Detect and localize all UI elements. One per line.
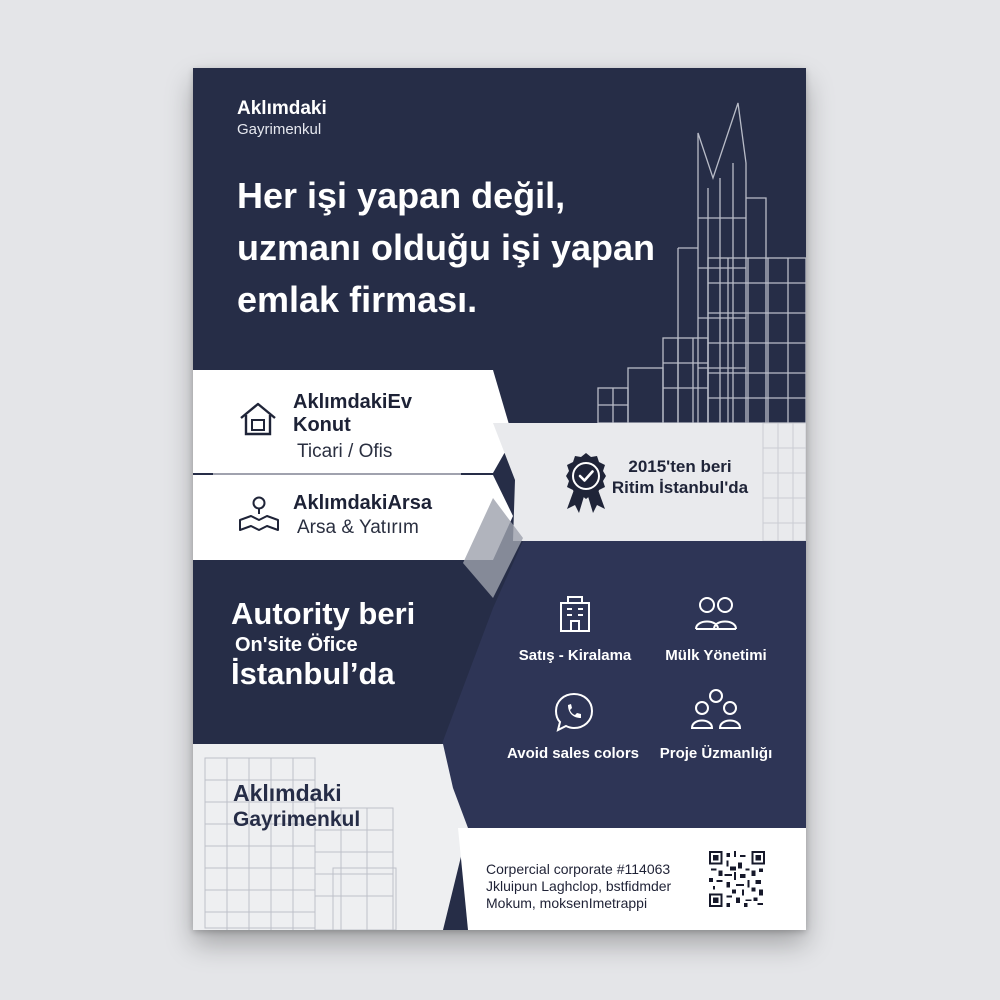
authority-line-3: İstanbul’da — [231, 656, 395, 691]
house-icon — [237, 400, 279, 438]
feature-label-proje: Proje Üzmanlığı — [659, 745, 773, 762]
feature-label-mulk: Mülk Yönetimi — [665, 647, 767, 664]
feature-label-sales: Avoid sales colors — [507, 745, 639, 762]
service-subtitle-arsa: Arsa & Yatırım — [297, 517, 419, 538]
service-subtitle-ticari: Ticari / Ofis — [297, 441, 393, 462]
brand-name: Aklımdaki — [237, 98, 327, 119]
service-title-arsa: AklımdakiArsa — [293, 492, 432, 514]
contact-line-3: Mokum, moksenImetrappi — [486, 895, 648, 911]
award-rosette-icon — [561, 451, 611, 515]
footer-brand-name: Aklımdaki — [233, 780, 342, 806]
people-group-icon — [693, 595, 739, 633]
contact-line-1: Corpercial corporate #114063 — [486, 861, 671, 877]
badge-text: 2015'ten beri Ritim İstanbul'da — [611, 457, 749, 497]
brand-subtitle: Gayrimenkul — [237, 121, 322, 138]
service-subtitle-konut: Konut — [293, 414, 351, 436]
authority-line-1: Autority beri — [231, 596, 416, 631]
team-icon — [690, 688, 742, 730]
authority-line-2: On'site Öfice — [235, 634, 358, 656]
land-map-pin-icon — [237, 494, 281, 534]
headline: Her işi yapan değil, uzmanı olduğu işi yapan emlak firması. — [237, 175, 656, 320]
phone-chat-icon — [553, 691, 595, 733]
contact-line-2: Jkluipun Laghclop, bstfidmder — [486, 878, 672, 894]
real-estate-flyer — [193, 68, 806, 930]
service-title-ev: AklımdakiEv — [293, 391, 412, 413]
qr-code[interactable] — [709, 851, 765, 907]
contact-info — [486, 861, 671, 912]
building-icon — [555, 595, 595, 633]
feature-label-satis: Satış - Kiralama — [518, 647, 632, 664]
footer-brand-subtitle: Gayrimenkul — [233, 808, 361, 831]
